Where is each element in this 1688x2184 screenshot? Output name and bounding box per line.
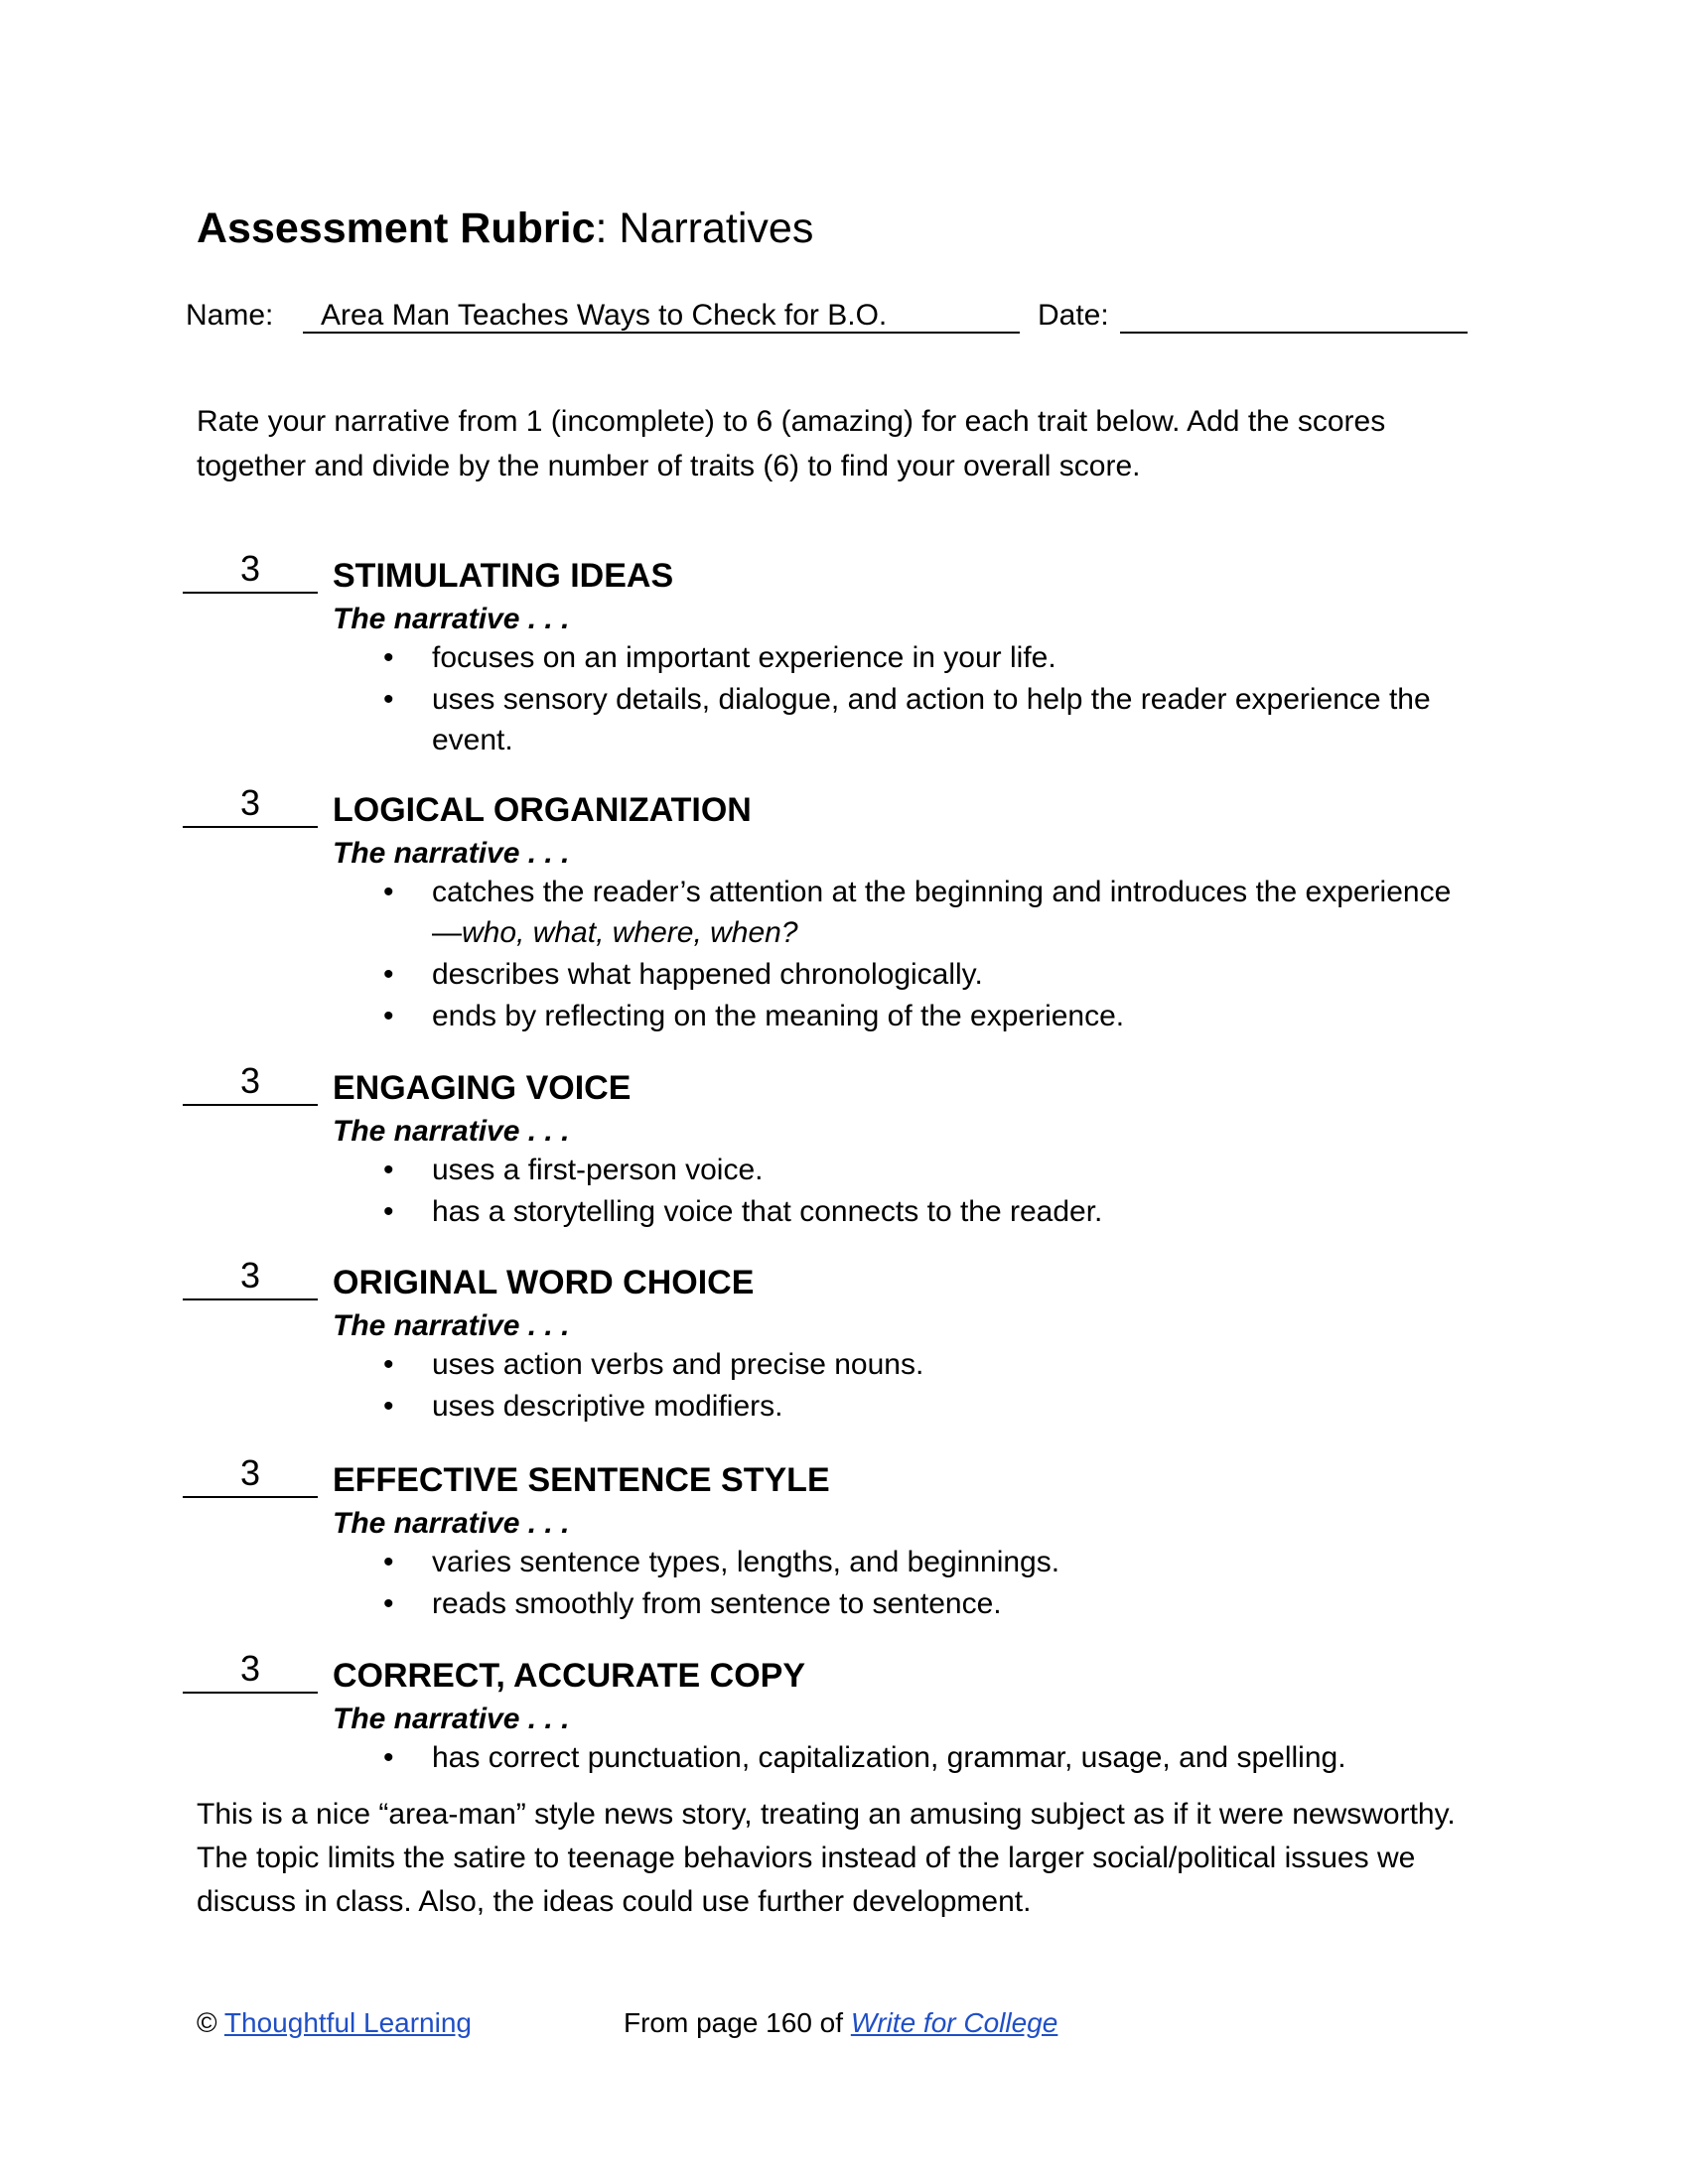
bullet-icon	[383, 872, 394, 912]
list-item	[0, 1150, 1455, 1190]
footer-copyright	[197, 2003, 472, 2043]
score-field[interactable]: 3	[183, 1255, 318, 1300]
instructions: Rate your narrative from 1 (incomplete) to 6 (amazing) for each trait below. Add the scores together and divide by the number of traits (6) to find your overall score.	[197, 405, 1386, 482]
criteria-list	[0, 1737, 1688, 1779]
criterion-text: reads smoothly from sentence to sentence.	[432, 1587, 1002, 1620]
criterion-text: focuses on an important experience in your life.	[432, 641, 1056, 674]
criteria-list	[0, 872, 1688, 1037]
bullet-icon	[383, 1583, 394, 1624]
publisher-link[interactable]: Thoughtful Learning	[223, 2007, 472, 2038]
copyright-symbol: ©	[197, 2007, 217, 2038]
criterion-italic: who, what, where, when?	[462, 916, 798, 949]
criterion-text: ends by reflecting on the meaning of the experience.	[432, 1000, 1125, 1032]
bullet-icon	[383, 954, 394, 995]
list-item	[0, 954, 1455, 995]
trait-subtitle: The narrative . . .	[333, 603, 570, 635]
bullet-icon	[383, 1737, 394, 1778]
list-item	[0, 996, 1455, 1036]
criteria-list	[0, 1344, 1688, 1428]
source-prefix: From page 160 of	[624, 2007, 844, 2038]
score-field[interactable]: 3	[183, 548, 318, 594]
list-item	[0, 1344, 1455, 1385]
bullet-icon	[383, 996, 394, 1036]
date-label: Date:	[1038, 299, 1109, 332]
criterion-text: has a storytelling voice that connects to the reader.	[432, 1195, 1103, 1228]
list-item	[0, 679, 1455, 760]
title-rest: : Narratives	[595, 205, 814, 252]
criteria-list	[0, 1542, 1688, 1625]
score-field[interactable]: 3	[183, 1060, 318, 1106]
criterion-text: uses action verbs and precise nouns.	[432, 1348, 924, 1381]
trait-subtitle: The narrative . . .	[333, 1507, 570, 1540]
page-title	[197, 199, 813, 258]
trait-subtitle: The narrative . . .	[333, 1703, 570, 1735]
trait-subtitle: The narrative . . .	[333, 1309, 570, 1342]
score-field[interactable]: 3	[183, 1648, 318, 1694]
criterion-text: has correct punctuation, capitalization, grammar, usage, and spelling.	[432, 1741, 1346, 1774]
footer-source	[624, 2003, 1057, 2043]
trait-heading: LOGICAL ORGANIZATION	[333, 791, 752, 829]
list-item	[0, 1583, 1455, 1624]
trait-subtitle: The narrative . . .	[333, 1115, 570, 1148]
score-field[interactable]: 3	[183, 782, 318, 828]
bullet-icon	[383, 1150, 394, 1190]
criterion-text: catches the reader’s attention at the beginning and introduces the experience—	[432, 876, 1452, 949]
score-field[interactable]: 3	[183, 1452, 318, 1498]
name-label: Name:	[186, 299, 274, 332]
bullet-icon	[383, 637, 394, 678]
criterion-text: describes what happened chronologically.	[432, 958, 983, 991]
criteria-list	[0, 1150, 1688, 1233]
criterion-text: uses a first-person voice.	[432, 1154, 764, 1186]
list-item	[0, 1542, 1455, 1582]
trait-heading: ENGAGING VOICE	[333, 1069, 632, 1107]
trait-subtitle: The narrative . . .	[333, 837, 570, 870]
bullet-icon	[383, 1191, 394, 1232]
title-bold: Assessment Rubric	[197, 205, 596, 252]
trait-heading: CORRECT, ACCURATE COPY	[333, 1657, 806, 1695]
book-link[interactable]: Write for College	[850, 2007, 1058, 2038]
criterion-text: uses descriptive modifiers.	[432, 1390, 783, 1423]
teacher-comment: This is a nice “area-man” style news story, treating an amusing subject as if it were newsworthy. The topic limits the satire to teenage behaviors instead of the larger social/political issues we discuss in class. Also, the ideas could use further development.	[197, 1798, 1456, 1918]
bullet-icon	[383, 679, 394, 720]
trait-heading: EFFECTIVE SENTENCE STYLE	[333, 1461, 830, 1499]
name-field[interactable]: Area Man Teaches Ways to Check for B.O.	[303, 296, 1020, 334]
criterion-text: uses sensory details, dialogue, and action to help the reader experience the event.	[432, 683, 1431, 756]
list-item	[0, 1191, 1455, 1232]
bullet-icon	[383, 1542, 394, 1582]
trait-heading: STIMULATING IDEAS	[333, 557, 674, 595]
list-item	[0, 1737, 1455, 1778]
bullet-icon	[383, 1344, 394, 1385]
list-item	[0, 1386, 1455, 1427]
criterion-text: varies sentence types, lengths, and beginnings.	[432, 1546, 1060, 1578]
list-item	[0, 637, 1455, 678]
date-field[interactable]	[1120, 296, 1468, 334]
list-item	[0, 872, 1455, 953]
criteria-list	[0, 637, 1688, 761]
trait-heading: ORIGINAL WORD CHOICE	[333, 1264, 755, 1301]
bullet-icon	[383, 1386, 394, 1427]
